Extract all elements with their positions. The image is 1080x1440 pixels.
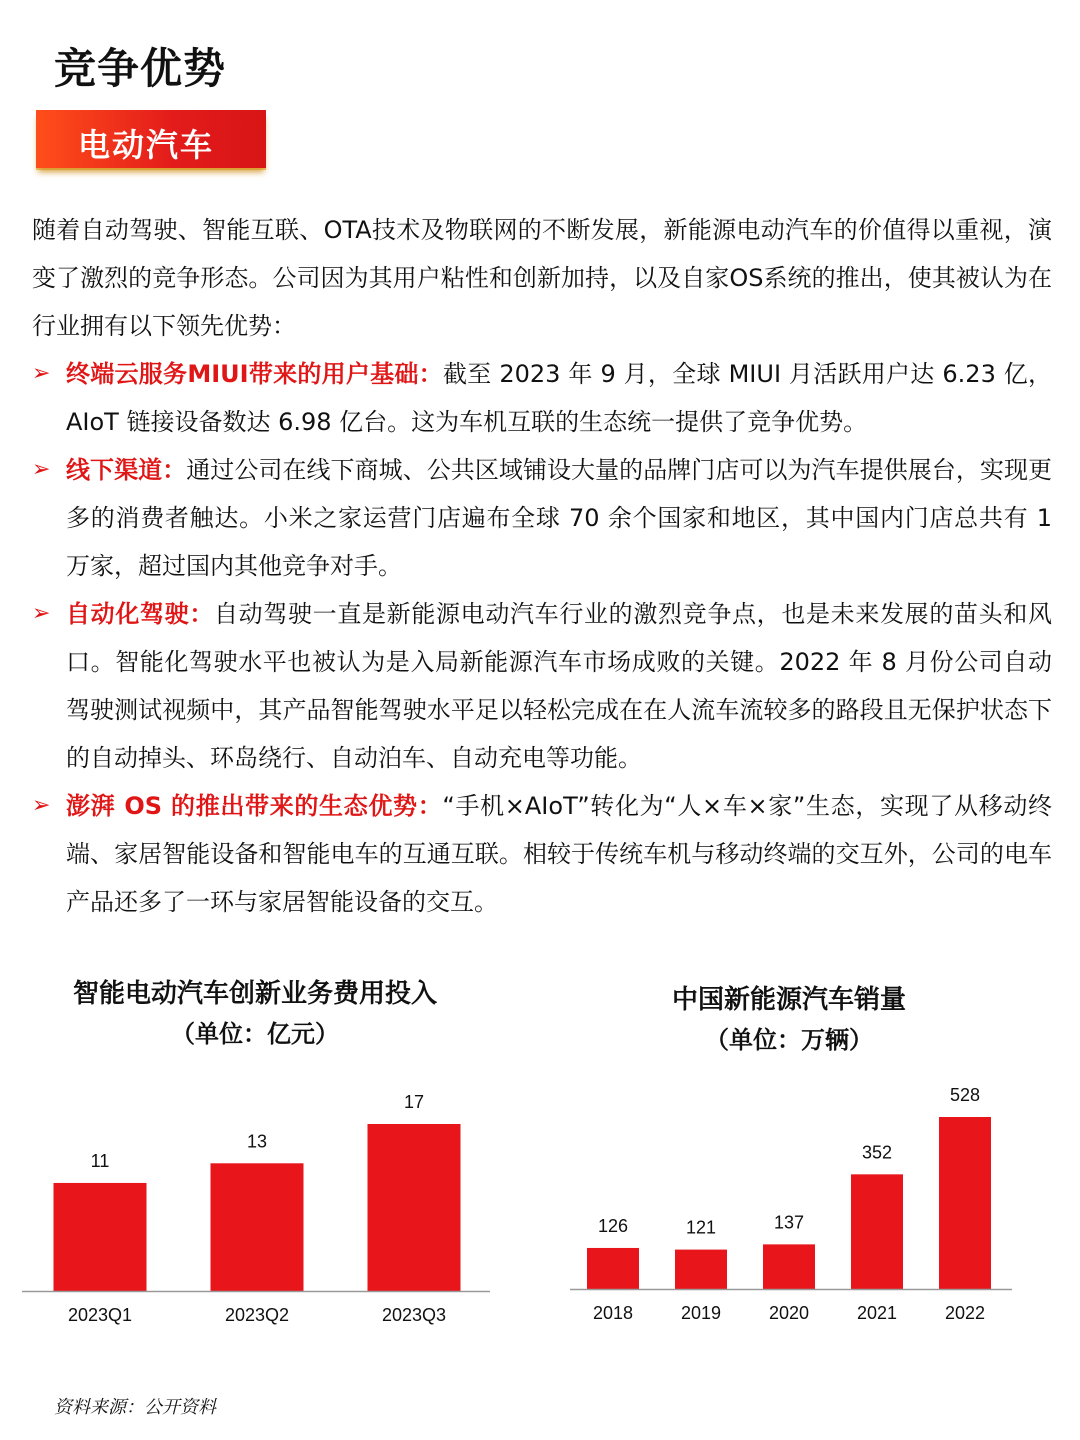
data-label-2020: 137 [773, 1212, 805, 1233]
bullet-user-base [32, 350, 1052, 446]
bullet-text: 自动驾驶一直是新能源电动汽车行业的激烈竞争点，也是未来发展的苗头和风口。智能化驾驶水平也被认为是入局新能源汽车市场成败的关键。2022 年 8 月份公司自动驾驶测试视频中，其产品智能驾驶水平足以轻松完成在在人流车流较多的路段且无保护状态下的自动掉头、环岛绕行、自动泊车、自动充电等功能。 [66, 600, 1052, 772]
chart-2-nev-sales [540, 1080, 1080, 1340]
bar-2021 [851, 1174, 903, 1289]
section-badge [36, 110, 266, 168]
page-title: 竞争优势 [54, 44, 227, 93]
bar-2023Q2 [211, 1163, 304, 1291]
data-label-2023Q3: 17 [403, 1092, 425, 1112]
tick-label-2023Q2: 2023Q2 [224, 1305, 290, 1325]
source-note: 资料来源：公开资料 [54, 1397, 216, 1418]
bullet-autonomous-driving [32, 590, 1052, 782]
arrow-bullet-icon: ➢ [32, 361, 51, 386]
chart-1-rd-investment [0, 1080, 540, 1340]
tick-label-2019: 2019 [680, 1303, 722, 1323]
data-label-2023Q2: 13 [246, 1131, 268, 1152]
bullet-heading: 自动化驾驶： [66, 600, 214, 628]
chart-1-subtitle: （单位：亿元） [171, 1020, 339, 1048]
data-label-2018: 126 [597, 1215, 629, 1236]
bullet-heading: 线下渠道： [66, 456, 187, 484]
intro-paragraph: 随着自动驾驶、智能互联、OTA技术及物联网的不断发展，新能源电动汽车的价值得以重视，演变了激烈的竞争形态。公司因为其用户粘性和创新加持，以及自家OS系统的推出，使其被认为在行业拥有以下领先优势： [32, 216, 1052, 340]
chart-2-heading [574, 980, 1004, 1060]
data-label-2021: 352 [861, 1142, 893, 1163]
tick-label-2020: 2020 [768, 1303, 810, 1323]
bar-2022 [939, 1117, 991, 1289]
bullet-offline-channel [32, 446, 1052, 590]
bullet-text: 通过公司在线下商城、公共区域铺设大量的品牌门店可以为汽车提供展台，实现更多的消费者触达。小米之家运营门店遍布全球 70 余个国家和地区，其中国内门店总共有 1 万家，超过国内其他竞争对手。 [66, 456, 1052, 580]
tick-label-2022: 2022 [944, 1303, 986, 1323]
bullet-heading: 澎湃 OS 的推出带来的生态优势： [66, 792, 443, 820]
bar-2018 [587, 1248, 639, 1289]
arrow-bullet-icon: ➢ [32, 793, 51, 818]
arrow-bullet-icon: ➢ [32, 457, 51, 482]
data-label-2019: 121 [685, 1217, 717, 1238]
tick-label-2021: 2021 [856, 1303, 898, 1323]
bullet-heading: 终端云服务MIUI带来的用户基础： [66, 360, 443, 388]
bar-2023Q1 [54, 1183, 147, 1291]
data-label-2022: 528 [949, 1085, 981, 1105]
body-text [32, 206, 1052, 926]
chart-2-subtitle: （单位：万辆） [705, 1026, 873, 1054]
chart-1-title: 智能电动汽车创新业务费用投入 [72, 979, 437, 1009]
bar-2019 [675, 1250, 727, 1289]
arrow-bullet-icon: ➢ [32, 601, 51, 626]
tick-label-2023Q3: 2023Q3 [381, 1305, 447, 1325]
bullet-text: 截至 2023 年 9 月，全球 MIUI 月活跃用户达 6.23 亿，AIoT 链接设备数达 6.98 亿台。这为车机互联的生态统一提供了竞争优势。 [66, 360, 1052, 436]
chart-2-title: 中国新能源汽车销量 [671, 985, 906, 1015]
section-badge-label: 电动汽车 [78, 126, 215, 164]
bullet-ecosystem [32, 782, 1052, 926]
tick-label-2018: 2018 [592, 1303, 634, 1323]
tick-label-2023Q1: 2023Q1 [67, 1305, 133, 1325]
bar-2020 [763, 1244, 815, 1289]
bar-2023Q3 [368, 1124, 461, 1291]
chart-1-heading [40, 974, 470, 1054]
bullet-text: “手机×AIoT”转化为“人×车×家”生态，实现了从移动终端、家居智能设备和智能电车的互通互联。相较于传统车机与移动终端的交互外，公司的电车产品还多了一环与家居智能设备的交互。 [66, 792, 1052, 916]
data-label-2023Q1: 11 [90, 1150, 110, 1171]
